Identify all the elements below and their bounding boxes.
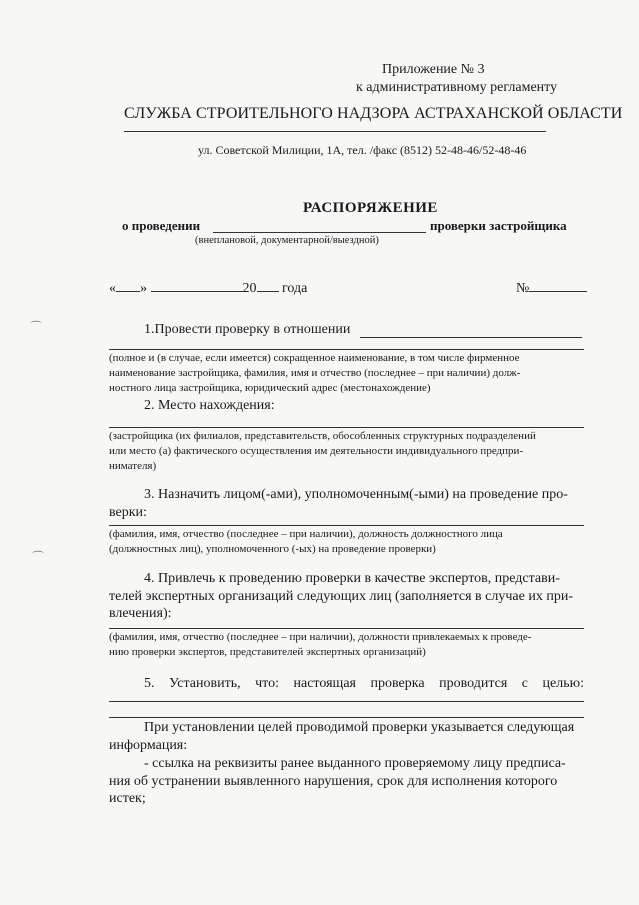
month-blank[interactable] bbox=[151, 279, 243, 292]
section-4-blank[interactable] bbox=[109, 628, 584, 629]
goals-line-2: информация: bbox=[109, 738, 188, 753]
section-4-line-2: телей экспертных организаций следующих лиц (заполняется в случае их при- bbox=[109, 589, 573, 604]
section-4-hint-1: (фамилия, имя, отчество (последнее – при наличии), должности привлекаемых к проведе- bbox=[109, 631, 532, 643]
section-1-hint-3: ностного лица застройщика, юридический адрес (местонахождение) bbox=[109, 382, 431, 394]
section-5-text bbox=[144, 676, 584, 692]
section-5-word: настоящая bbox=[293, 676, 356, 691]
section-1-hint-2: наименование застройщика, фамилия, имя и отчество (последнее – при наличии) долж- bbox=[109, 367, 521, 379]
goals-bullet-line-1: - ссылка на реквизиты ранее выданного проверяемому лицу предписа- bbox=[144, 756, 566, 771]
goals-line-1: При установлении целей проводимой проверки указывается следующая bbox=[144, 720, 575, 735]
header-underline bbox=[124, 131, 546, 132]
year-prefix: 20 bbox=[242, 281, 257, 296]
section-5-word: 5. bbox=[144, 676, 155, 691]
goals-bullet-line-2: ния об устранении выявленного нарушения, срок для исполнения которого bbox=[109, 774, 558, 789]
number-blank[interactable] bbox=[529, 279, 587, 292]
date-open-quote: « bbox=[109, 281, 116, 296]
number-label: № bbox=[516, 281, 530, 296]
section-3-blank[interactable] bbox=[109, 525, 584, 526]
organization-name: СЛУЖБА СТРОИТЕЛЬНОГО НАДЗОРА АСТРАХАНСКОЙ ОБЛАСТИ bbox=[124, 105, 623, 122]
day-blank[interactable] bbox=[116, 279, 140, 292]
check-type-blank[interactable] bbox=[213, 232, 426, 233]
section-5-word: целью: bbox=[542, 676, 584, 691]
date-close-quote: » bbox=[140, 281, 147, 296]
year-blank[interactable] bbox=[257, 279, 279, 292]
section-3-line-2: верки: bbox=[109, 505, 147, 520]
section-5-blank-a[interactable] bbox=[109, 701, 584, 702]
date-line bbox=[109, 279, 307, 297]
annex-number: Приложение № 3 bbox=[382, 62, 485, 77]
organization-address: ул. Советской Милиции, 1А, тел. /факс (8512) 52-48-46/52-48-46 bbox=[198, 143, 527, 157]
goals-bullet-line-3: истек; bbox=[109, 791, 146, 806]
scan-margin-mark: ⌒ bbox=[32, 550, 45, 564]
section-2-blank[interactable] bbox=[109, 427, 584, 428]
order-number bbox=[516, 279, 587, 297]
section-1-text: 1.Провести проверку в отношении bbox=[144, 322, 351, 337]
section-1-hint-1: (полное и (в случае, если имеется) сокращенное наименование, в том числе фирменное bbox=[109, 352, 520, 364]
section-5-word: проверка bbox=[370, 676, 425, 691]
title-suffix: проверки застройщика bbox=[430, 218, 567, 233]
section-5-blank-b[interactable] bbox=[109, 717, 584, 718]
section-2-text: 2. Место нахождения: bbox=[144, 398, 275, 413]
section-5-word: с bbox=[521, 676, 529, 691]
section-2-hint-1: (застройщика (их филиалов, представительств, обособленных структурных подразделений bbox=[109, 430, 536, 442]
section-3-hint-1: (фамилия, имя, отчество (последнее – при наличии), должность должностного лица bbox=[109, 528, 503, 540]
section-1-blank-b[interactable] bbox=[109, 349, 584, 350]
section-3-line-1: 3. Назначить лицом(-ами), уполномоченным(-ыми) на проведение про- bbox=[144, 487, 568, 502]
section-2-hint-2: или место (а) фактического осуществления им деятельности индивидуального предпри- bbox=[109, 445, 524, 457]
scan-margin-mark: ⌒ bbox=[30, 320, 43, 334]
year-suffix: года bbox=[282, 281, 308, 296]
annex-reference: к административному регламенту bbox=[356, 80, 558, 95]
section-3-hint-2: (должностных лиц), уполномоченного (-ых) на проведение проверки) bbox=[109, 543, 436, 555]
section-1-blank-a[interactable] bbox=[360, 337, 582, 338]
section-2-hint-3: нимателя) bbox=[109, 460, 157, 472]
check-type-hint: (внеплановой, документарной/выездной) bbox=[195, 235, 379, 246]
section-4-line-1: 4. Привлечь к проведению проверки в качестве экспертов, представи- bbox=[144, 571, 560, 586]
section-5-word: проводится bbox=[439, 676, 508, 691]
section-5-word: что: bbox=[255, 676, 279, 691]
section-4-hint-2: нию проверки экспертов, представителей экспертных организаций) bbox=[109, 646, 426, 658]
section-5-word: Установить, bbox=[169, 676, 241, 691]
title-prefix: о проведении bbox=[122, 218, 201, 233]
document-title: РАСПОРЯЖЕНИЕ bbox=[303, 200, 438, 216]
section-4-line-3: влечения): bbox=[109, 606, 172, 621]
